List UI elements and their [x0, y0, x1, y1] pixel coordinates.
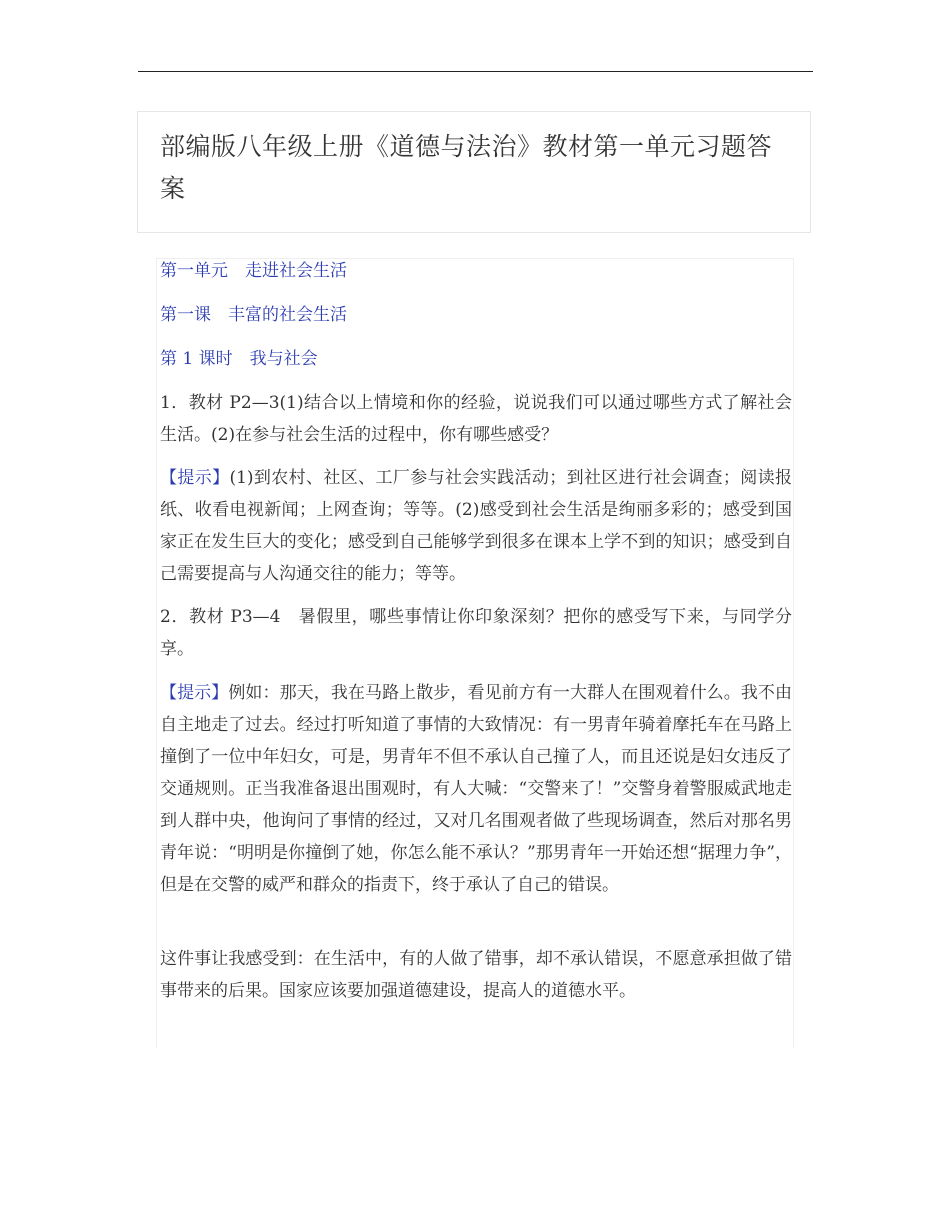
answer-2-text: 例如：那天，我在马路上散步，看见前方有一大群人在围观着什么。我不由自主地走了过去。经过打听知道了事情的大致情况：有一男青年骑着摩托车在马路上撞倒了一位中年妇女，可是，男青年不但不承认自己撞了人，而且还说是妇女违反了交通规则。正当我准备退出围观时，有人大喊：“交警来了！”交警身着警服威武地走到人群中央，他询问了事情的经过，又对几名围观者做了些现场调查，然后对那名男青年说：“明明是你撞倒了她，你怎么能不承认？”那男青年一开始还想“据理力争”，但是在交警的威严和群众的指责下，终于承认了自己的错误。	[160, 683, 793, 895]
answer-1-text: (1)到农村、社区、工厂参与社会实践活动；到社区进行社会调查；阅读报纸、收看电视新闻；上网查询；等等。(2)感受到社会生活是绚丽多彩的；感受到国家正在发生巨大的变化；感受到自己能够学到很多在课本上学不到的知识；感受到自己需要提高与人沟通交往的能力；等等。	[160, 468, 792, 584]
page-title: 部编版八年级上册《道德与法治》教材第一单元习题答案	[160, 132, 773, 203]
question-1: 1．教材 P2—3(1)结合以上情境和你的经验，说说我们可以通过哪些方式了解社会生活。(2)在参与社会生活的过程中，你有哪些感受？	[160, 393, 792, 445]
question-2: 2．教材 P3—4 暑假里，哪些事情让你印象深刻？把你的感受写下来，与同学分享。	[160, 607, 792, 659]
answer-1	[160, 462, 792, 590]
answer-2-reflection: 这件事让我感受到：在生活中，有的人做了错事，却不承认错误，不愿意承担做了错事带来的后果。国家应该要加强道德建设，提高人的道德水平。	[160, 949, 792, 1001]
title-box	[137, 111, 811, 233]
period-heading[interactable]: 第 1 课时 我与社会	[160, 349, 318, 369]
hint-label: 【提示】	[160, 468, 230, 488]
content-area	[156, 258, 794, 1048]
lesson-heading[interactable]: 第一课 丰富的社会生活	[160, 305, 347, 325]
unit-heading[interactable]: 第一单元 走进社会生活	[160, 261, 347, 281]
header-rule	[138, 71, 813, 72]
answer-2	[160, 677, 792, 901]
hint-label: 【提示】	[160, 683, 229, 703]
